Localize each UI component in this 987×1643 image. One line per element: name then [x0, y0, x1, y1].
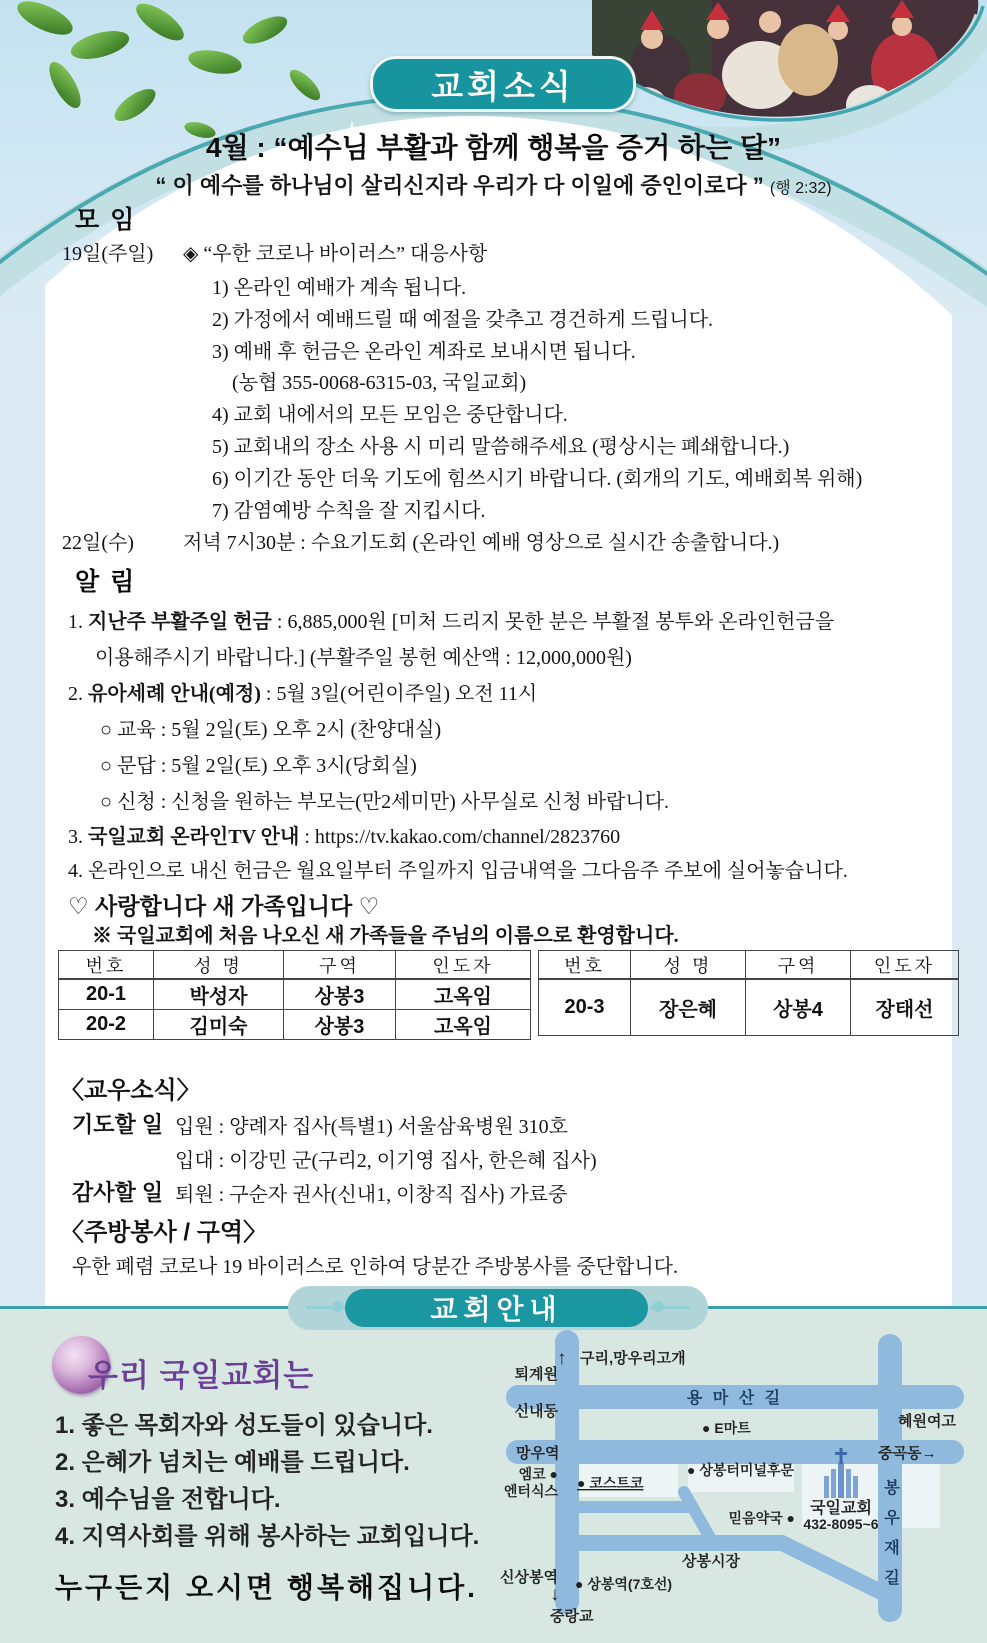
map-label-costco: ● 코스트코 [577, 1475, 644, 1491]
map-label-pharmacy: 믿음약국 ● [728, 1510, 795, 1526]
meeting-item: 3) 예배 후 헌금은 온라인 계좌로 보내시면 됩니다. [212, 341, 636, 363]
col-number: 번호 [59, 951, 154, 980]
badge-dot-left [332, 1301, 343, 1312]
notice-item-2 [68, 677, 537, 706]
pray-line: 입원 : 양례자 집사(특별1) 서울삼육병원 310호 [175, 1116, 568, 1138]
cell: 고옥임 [396, 979, 531, 1010]
table-row [59, 979, 531, 1010]
map-label-emart: ● E마트 [702, 1420, 751, 1436]
table-header-row [59, 951, 531, 980]
guide-item: 2. 은혜가 넘치는 예배를 드립니다. [55, 1449, 410, 1476]
cell: 20-2 [59, 1010, 154, 1040]
map-label-market: 상봉시장 [682, 1553, 740, 1570]
guide-title: 우리 국일교회는 [88, 1358, 315, 1393]
new-family-note: ※ 국일교회에 처음 나오신 새 가족들을 주님의 이름으로 환영합니다. [92, 925, 679, 947]
map-label-sinsangbong: 신상봉역 [500, 1569, 558, 1586]
guide-item: 4. 지역사회를 위해 봉사하는 교회입니다. [55, 1523, 480, 1550]
notice-sub-item: ○ 교육 : 5월 2일(토) 오후 2시 (찬양대실) [100, 719, 442, 741]
pray-line: 입대 : 이강민 군(구리2, 이기영 집사, 한은혜 집사) [175, 1150, 597, 1172]
cell: 20-3 [539, 979, 631, 1035]
map-arrow-up: ↑ [557, 1348, 567, 1369]
col-guide: 인도자 [851, 951, 959, 980]
map-label-hyewon: 혜원여고 [898, 1413, 956, 1430]
notice-item-1 [68, 605, 834, 634]
meeting-item: 2) 가정에서 예배드릴 때 예절을 갖추고 경건하게 드립니다. [212, 309, 714, 331]
map-label-toegyewon: 퇴계원 [514, 1366, 558, 1383]
svg-text:길: 길 [884, 1570, 900, 1587]
header-art [0, 0, 987, 332]
month-title: 4월 : “예수님 부활과 함께 행복을 증거 하는 달” [206, 132, 781, 163]
svg-text:재: 재 [884, 1540, 900, 1557]
verse-subtitle [0, 169, 987, 200]
guide-item: 1. 좋은 목회자와 성도들이 있습니다. [55, 1412, 433, 1439]
cell: 상봉3 [284, 1010, 396, 1040]
meeting-heading: 모 임 [75, 206, 137, 234]
table-row [59, 1010, 531, 1040]
meeting-item: 1) 온라인 예배가 계속 됩니다. [212, 277, 467, 299]
online-tv-url: : https://tv.kakao.com/channel/2823760 [299, 826, 621, 848]
notice-item-text: 온라인으로 내신 헌금은 월요일부터 주일까지 입금내역을 그다음주 주보에 실어놓습니다. [88, 860, 848, 882]
meeting-topic: ◈ “우한 코로나 바이러스” 대응사항 [183, 243, 488, 265]
map-label-entersix: 엔터식스 [503, 1483, 558, 1499]
pray-label: 기도할 일 [72, 1112, 164, 1137]
notice-item-number: 3. [68, 826, 83, 848]
map-road-yongmasan: 용 마 산 길 [686, 1390, 784, 1407]
meeting-date-2: 22일(수) [62, 532, 134, 554]
notice-item-number: 2. [68, 683, 83, 705]
map-label-sangbong-station: ● 상봉역(7호선) [575, 1576, 673, 1592]
notice-item-text: : 6,885,000원 [미처 드리지 못한 분은 부활절 봉투와 온라인헌금을 [271, 611, 835, 633]
svg-text:봉: 봉 [884, 1480, 900, 1497]
map-label-sinnae: 신내동 [514, 1403, 558, 1420]
notice-sub-item: ○ 문답 : 5월 2일(토) 오후 3시(당회실) [100, 755, 417, 777]
cell: 20-1 [59, 979, 154, 1010]
notice-heading: 알 림 [75, 568, 137, 596]
map-label-emco: 엠코 ● [518, 1466, 558, 1482]
new-family-heading: ♡ 사랑합니다 새 가족입니다 ♡ [68, 893, 380, 919]
guide-item: 3. 예수님을 전합니다. [55, 1486, 281, 1513]
map-label-jungnang: 중랑교 [550, 1608, 594, 1625]
news-section-badge: 교회소식 [370, 56, 636, 112]
col-name: 성 명 [631, 951, 746, 980]
kitchen-heading: 〈주방봉사 / 구역〉 [60, 1219, 268, 1246]
meeting-item: 6) 이기간 동안 더욱 기도에 힘쓰시기 바랍니다. (회개의 기도, 예배회복 위해) [212, 468, 863, 490]
meeting-item: 5) 교회내의 장소 사용 시 미리 말씀해주세요 (평상시는 폐쇄합니다.) [212, 436, 790, 458]
cell: 장은혜 [631, 979, 746, 1035]
cell: 장태선 [851, 979, 959, 1035]
map-label-church-phone: 432-8095~6 [803, 1516, 879, 1532]
guide-footer: 누구든지 오시면 행복해집니다. [55, 1572, 478, 1603]
kitchen-text: 우한 폐렴 코로나 19 바이러스로 인하여 당분간 주방봉사를 중단합니다. [72, 1256, 678, 1278]
cell: 고옥임 [396, 1010, 531, 1040]
guide-badge-label: 교회안내 [345, 1289, 648, 1327]
col-name: 성 명 [154, 951, 284, 980]
cell: 김미숙 [154, 1010, 284, 1040]
new-family-table-right [538, 950, 959, 1036]
col-number: 번호 [539, 951, 631, 980]
notice-item-text: : 5월 3일(어린이주일) 오전 11시 [260, 683, 538, 705]
meeting-date-1: 19일(주일) [62, 243, 154, 265]
notice-item-number: 4. [68, 860, 83, 882]
location-map [480, 1280, 987, 1640]
notice-item-label: 지난주 부활주일 헌금 [88, 611, 272, 633]
map-arrow-down: ↓ [550, 1584, 560, 1605]
new-family-table-left [58, 950, 531, 1040]
map-label-church-name: 국일교회 [810, 1500, 872, 1517]
col-district: 구역 [746, 951, 851, 980]
verse-text: “ 이 예수를 하나님이 살리신지라 우리가 다 이일에 증인이로다 ” [155, 173, 764, 198]
meeting-item-account: (농협 355-0068-6315-03, 국일교회) [232, 372, 527, 394]
map-label-terminal: ● 상봉터미널후문 [687, 1462, 795, 1478]
notice-item-3 [68, 820, 620, 849]
meeting-item: 7) 감염예방 수칙을 잘 지킵시다. [212, 500, 486, 522]
meeting-wednesday-text: 저녁 7시30분 : 수요기도회 (온라인 예배 영상으로 실시간 송출합니다.) [183, 532, 780, 554]
notice-sub-item: ○ 신청 : 신청을 원하는 부모는(만2세미만) 사무실로 신청 바랍니다. [100, 791, 669, 813]
table-header-row [539, 951, 959, 980]
svg-text:우: 우 [884, 1510, 900, 1527]
cell: 상봉3 [284, 979, 396, 1010]
verse-reference: (행 2:32) [769, 180, 832, 197]
meeting-item: 4) 교회 내에서의 모든 모임은 중단합니다. [212, 404, 568, 426]
map-label-guri: 구리,망우리고개 [580, 1350, 686, 1367]
cell: 박성자 [154, 979, 284, 1010]
table-row [539, 979, 959, 1035]
notice-item-4 [68, 854, 848, 883]
col-guide: 인도자 [396, 951, 531, 980]
cell: 상봉4 [746, 979, 851, 1035]
notice-item-number: 1. [68, 611, 83, 633]
notice-item-1-line2: 이용해주시기 바랍니다.] (부활주일 봉헌 예산액 : 12,000,000원) [95, 647, 632, 669]
thanks-line: 퇴원 : 구순자 권사(신내1, 이창직 집사) 가료중 [175, 1184, 568, 1206]
col-district: 구역 [284, 951, 396, 980]
map-label-junggok: 중곡동→ [878, 1445, 937, 1462]
thanks-label: 감사할 일 [72, 1180, 164, 1205]
member-news-heading: 〈교우소식〉 [60, 1077, 201, 1104]
notice-item-label: 유아세례 안내(예정) [88, 683, 261, 705]
map-label-mangu: 망우역 [516, 1445, 560, 1462]
notice-item-label: 국일교회 온라인TV 안내 [88, 826, 300, 848]
